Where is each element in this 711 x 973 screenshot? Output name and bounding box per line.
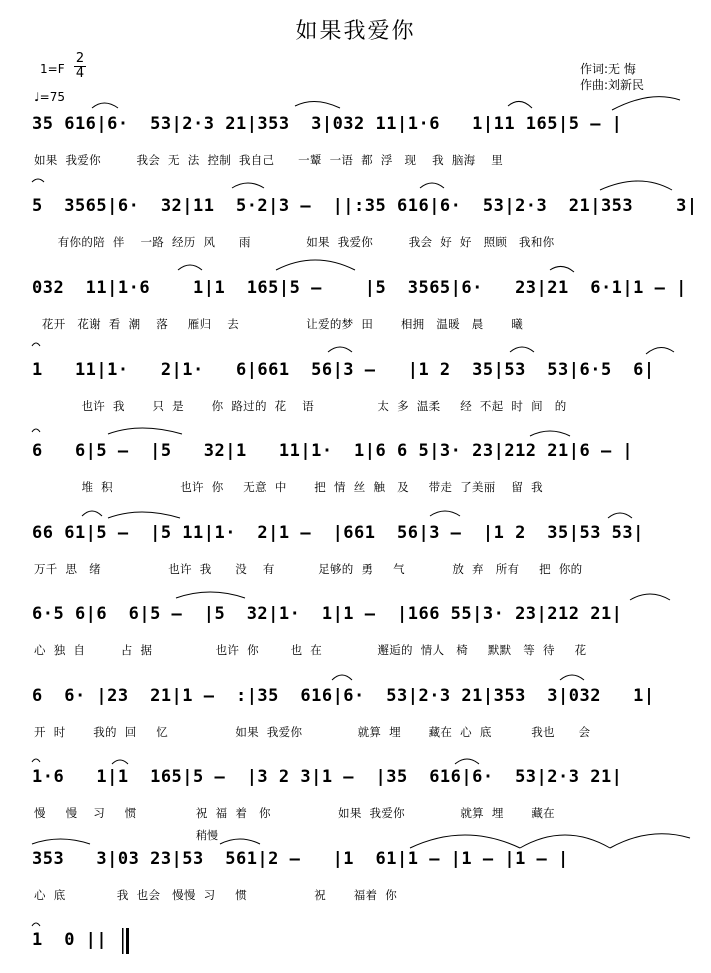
slur [560,675,584,680]
slur [295,101,340,108]
slur [108,428,182,434]
slur [332,675,352,680]
slur [32,839,90,844]
slur [420,183,444,188]
key-signature: 1=F [40,62,65,76]
notes-row-11: 1 0 || [32,930,108,950]
notes-row-2: 5 3565|6· 32|11 5·2|3 – ||:35 616|6· 53|2·3 21|353 3| [32,196,698,216]
slur [276,260,355,270]
slur [108,512,180,518]
time-sig-bottom: 4 [75,66,85,81]
slur [646,347,674,354]
lyrics-row-2: 有你的陪 伴 一路 经历 风 雨 如果 我爱你 我会 好 好 照顾 我和你 [34,235,555,249]
tempo-marking: ♩=75 [34,90,65,104]
slur [508,101,532,108]
notes-row-3: 032 11|1·6 1|1 165|5 – |5 3565|6· 23|21 6·1|1 – | [32,278,687,298]
slur [82,511,102,516]
notes-row-5: 6 6|5 – |5 32|1 11|1· 1|6 6 5|3· 23|212 21|6 – | [32,441,634,461]
double-barline [122,928,124,954]
slur [612,97,680,110]
notes-row-6: 66 61|5 – |5 11|1· 2|1 – |661 56|3 – |1 2 35|53 53| [32,523,644,543]
composer-credit: 作曲:刘新民 [580,78,645,92]
slur [92,103,118,108]
slur [610,834,690,848]
slur [430,511,460,516]
slur [550,266,574,272]
slur [178,265,202,270]
slur [608,513,632,518]
song-title: 如果我爱你 [295,19,416,44]
lyricist-credit: 作词:无 悔 [580,62,636,76]
slur [328,347,352,352]
lyrics-row-7: 心 独 自 占 据 也许 你 也 在 邂逅的 情人 椅 默默 等 待 花 [34,643,587,657]
slow-annotation: 稍慢 [196,829,218,842]
lyrics-row-5: 堆 积 也许 你 无意 中 把 情 丝 触 及 带走 了美丽 留 我 [34,480,543,494]
slur [410,835,520,848]
slur [32,923,40,926]
notes-row-10: 353 3|03 23|53 561|2 – |1 61|1 – |1 – |1 – | [32,849,569,869]
lyrics-row-1: 如果 我爱你 我会 无 法 控制 我自己 一颦 一语 都 浮 现 我 脑海 里 [34,153,504,167]
lyrics-row-10: 心 底 我 也会 慢慢 习 惯 祝 福着 你 [34,888,398,902]
slur [32,343,40,346]
lyrics-row-4: 也许 我 只 是 你 路过的 花 语 太 多 温柔 经 不起 时 间 的 [34,399,567,413]
double-barline-thick [126,928,129,954]
lyrics-row-8: 开 时 我的 回 忆 如果 我爱你 就算 埋 藏在 心 底 我也 会 [34,725,591,739]
time-sig-top: 2 [75,51,85,66]
slur [220,839,260,844]
slur [510,347,534,352]
slur [600,181,672,190]
slur [530,431,570,436]
slur [176,592,245,598]
slur [520,835,610,848]
notes-row-4: 1 11|1· 2|1· 6|661 56|3 – |1 2 35|53 53|6·5 6| [32,360,655,380]
lyrics-row-9: 慢 慢 习 惯 祝 福 着 你 如果 我爱你 就算 埋 藏在 [34,806,555,820]
lyrics-row-3: 花开 花谢 看 潮 落 雁归 去 让爱的梦 田 相拥 温暖 晨 曦 [34,317,524,331]
lyrics-row-6: 万千 思 绪 也许 我 没 有 足够的 勇 气 放 弃 所有 把 你的 [34,562,583,576]
slur [232,183,264,188]
slur [455,759,479,764]
slur [112,760,128,764]
notes-row-9: 1·6 1|1 165|5 – |3 2 3|1 – |35 616|6· 53|2·3 21| [32,767,623,787]
notes-row-7: 6·5 6|6 6|5 – |5 32|1· 1|1 – |166 55|3· 23|212 21| [32,604,623,624]
notes-row-1: 35 616|6· 53|2·3 21|353 3|032 11|1·6 1|11 165|5 – | [32,114,623,134]
slur [32,759,40,762]
slur [32,179,44,182]
slur [630,594,670,600]
notes-row-8: 6 6· |23 21|1 – :|35 616|6· 53|2·3 21|353 3|032 1| [32,686,655,706]
slur [32,429,40,432]
